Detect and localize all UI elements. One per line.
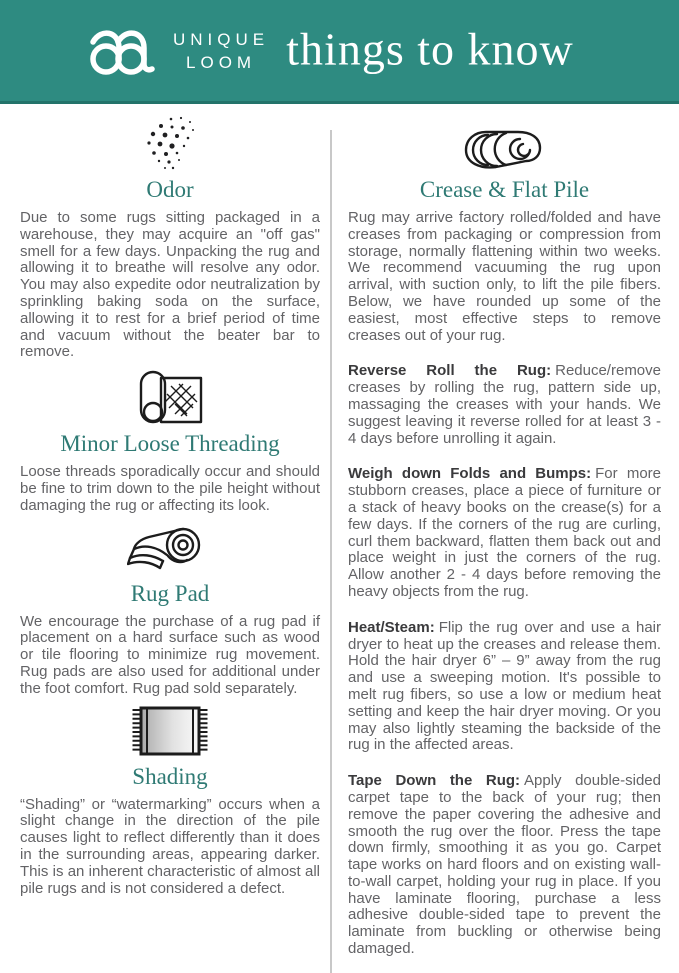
tip-body-tape-down: Apply double-sided carpet tape to the back of your rug; then remove the paper covering the adhesive and smooth the rug over the floor. Press the tape down firmly, smoothing it as you go. Carpet tape works on hard floors and on existing wall-to-wall carpet, holding your rug in place. If you have laminate flooring, purchase a less adhesive double-sided tape to prevent the laminate from buckling or otherwise being damaged. bbox=[348, 772, 661, 958]
rolled-rug-crosshatch-icon bbox=[20, 370, 320, 426]
section-body-threading: Loose threads sporadically occur and should be fine to trim down to the pile height without damaging the rug or affecting its look. bbox=[20, 463, 320, 514]
unique-loom-logo-icon bbox=[84, 22, 160, 80]
right-column bbox=[332, 104, 679, 973]
odor-dots-icon bbox=[20, 116, 320, 172]
page-title: things to know bbox=[286, 23, 574, 75]
tip-heat-steam bbox=[348, 620, 661, 754]
tip-tape-down bbox=[348, 773, 661, 958]
section-heading-odor: Odor bbox=[146, 177, 194, 202]
tip-body-reverse-roll: Reduce/remove creases by rolling the rug, pattern side up, massaging the creases with your hands. We suggest leaving it reverse rolled for at least 3 - 4 days before unrolling it again. bbox=[348, 362, 661, 447]
tip-lead-weigh-down: Weigh down Folds and Bumps: bbox=[348, 465, 592, 483]
section-body-shading: “Shading” or “watermarking” occurs when a slight change in the direction of the pile causes light to reflect differently than it does in the surrounding areas, appearing darker. This is an inherent characteristic of almost all pile rugs and is not considered a defect. bbox=[20, 795, 320, 897]
tip-body-weigh-down: For more stubborn creases, place a piece of furniture or a stack of heavy books on the crease(s) for a few days. If the corners of the rug are curling, curl them backward, flatten them back out and place weight in just the corners of the rug. Allow another 2 - 4 days before removing the heavy objects from the rug. bbox=[348, 465, 662, 600]
rolled-rug-spiral-icon bbox=[348, 128, 661, 172]
brand-line-1: UNIQUE bbox=[173, 30, 270, 49]
section-body-crease: Rug may arrive factory rolled/folded and have creases from packaging or compression from storage, normally flattening within two weeks. We recommend vacuuming the rug upon arrival, with suction only, to lift the pile fibers. Below, we have rounded up some of the easiest, most effective steps to remove creases out of your rug. bbox=[348, 209, 661, 344]
section-minor-loose-threading bbox=[20, 370, 320, 514]
tip-lead-heat-steam: Heat/Steam: bbox=[348, 618, 435, 636]
rug-pad-roll-icon bbox=[20, 520, 320, 576]
brand-name bbox=[173, 28, 269, 74]
section-odor bbox=[20, 116, 320, 361]
section-rug-pad bbox=[20, 520, 320, 698]
section-heading-rug-pad: Rug Pad bbox=[130, 580, 210, 606]
left-column bbox=[0, 104, 330, 973]
section-heading-shading: Shading bbox=[132, 763, 208, 789]
section-body-rug-pad: We encourage the purchase of a rug pad if placement on a hard surface such as wood or tile flooring to minimize rug movement. Rug pads are also used for additional under the foot comfort. Rug pad sold separately. bbox=[20, 612, 320, 697]
section-heading-threading: Minor Loose Threading bbox=[60, 431, 280, 457]
section-body-odor: Due to some rugs sitting packaged in a warehouse, they may acquire an "off gas" smell for a few days. Unpacking the rug and allowing it to breathe will resolve any odor. You may also expedite odor neutralization by sprinkling baking soda on the surface, allowing it to rest for a brief period of time and vacuum without the beater bar to remove. bbox=[20, 209, 320, 361]
content-area bbox=[0, 104, 679, 973]
section-crease-flat-pile bbox=[348, 128, 661, 344]
brand-lockup bbox=[84, 22, 269, 80]
tip-body-heat-steam: Flip the rug over and use a hair dryer to heat up the creases and release them. Hold the hair dryer 6” – 9” away from the rug and use a sweeping motion. It's possible to melt rug fibers, so use a low or medium heat setting and keep the hair dryer moving. Or you may also lightly steaming the backside of the rug in the affected areas. bbox=[348, 618, 661, 754]
header-banner bbox=[0, 0, 679, 104]
tip-lead-reverse-roll: Reverse Roll the Rug: bbox=[348, 362, 552, 380]
section-shading bbox=[20, 703, 320, 898]
shaded-rug-fringe-icon bbox=[20, 703, 320, 759]
section-heading-crease: Crease & Flat Pile bbox=[419, 177, 590, 202]
tip-lead-tape-down: Tape Down the Rug: bbox=[348, 772, 521, 790]
brand-line-2: LOOM bbox=[186, 53, 257, 72]
tip-weigh-down bbox=[348, 466, 661, 600]
tip-reverse-roll bbox=[348, 363, 661, 447]
